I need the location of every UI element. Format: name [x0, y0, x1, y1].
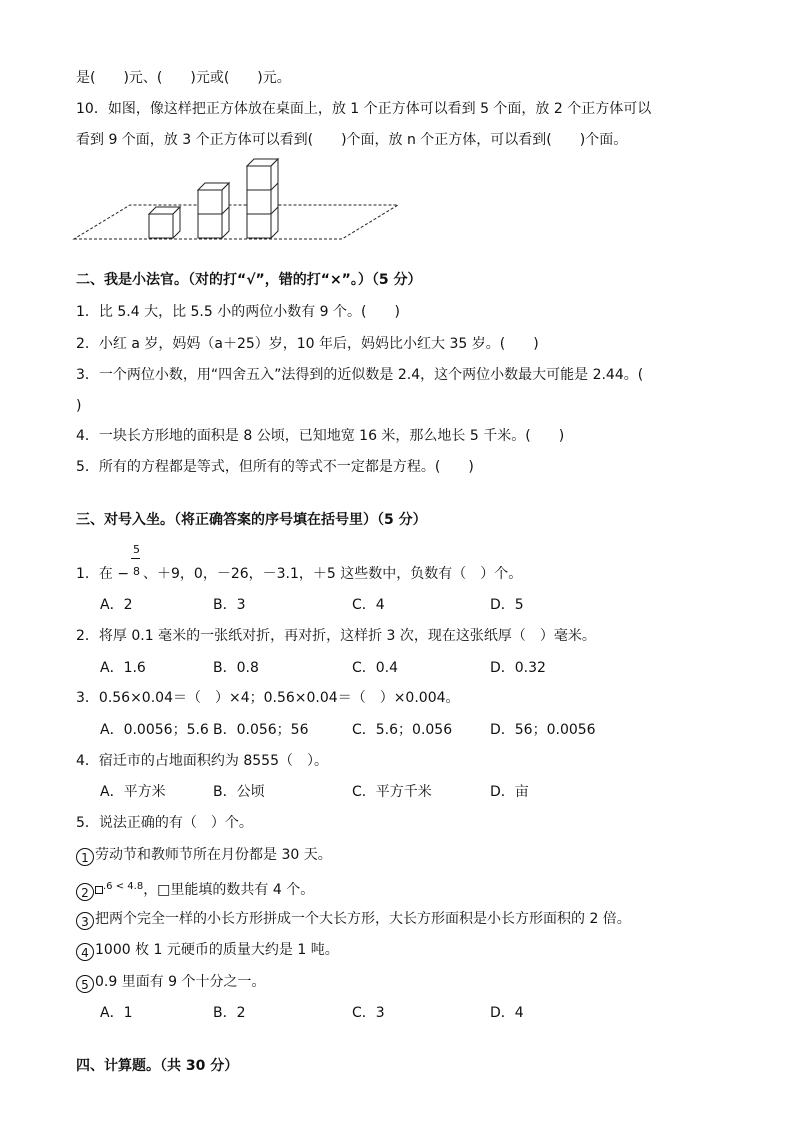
fraction-bar [131, 558, 140, 559]
circled-number-3: 3 [76, 912, 94, 930]
q3-option-c: C．5.6；0.056 [352, 722, 453, 738]
section-2-heading: 二、我是小法官。（对的打“√”，错的打“×”。）（5 分） [76, 272, 422, 288]
circled-number-4: 4 [76, 943, 94, 961]
statement-4-text: 1000 枚 1 元硬币的质量大约是 1 吨。 [95, 942, 339, 958]
judge-item-4: 4．一块长方形地的面积是 8 公顷，已知地宽 16 米，那么地长 5 千米。( ) [76, 428, 565, 444]
choice-q5-text: 5．说法正确的有（ ）个。 [76, 815, 253, 831]
q1-option-b: B．3 [213, 597, 246, 613]
q1-option-a: A．2 [100, 597, 133, 613]
choice-q1-prefix: 1．在 − [76, 566, 130, 582]
section-3-heading: 三、对号入坐。（将正确答案的序号填在括号里）（5 分） [76, 512, 427, 528]
q5-option-c: C．3 [352, 1005, 385, 1021]
judge-item-2: 2．小红 a 岁，妈妈（a＋25）岁，10 年后，妈妈比小红大 35 岁。( ) [76, 336, 539, 352]
blank-box-icon [95, 886, 103, 894]
statement-5 [76, 972, 266, 993]
judge-item-5: 5．所有的方程都是等式，但所有的等式不一定都是方程。( ) [76, 459, 474, 475]
judge-item-1: 1．比 5.4 大，比 5.5 小的两位小数有 9 个。( ) [76, 304, 400, 320]
circled-number-2: 2 [76, 883, 94, 901]
q5-option-d: D．4 [490, 1005, 524, 1021]
statement-3-text: 把两个完全一样的小长方形拼成一个大长方形，大长方形面积是小长方形面积的 2 倍。 [95, 911, 631, 927]
cube-stack-2 [198, 183, 229, 238]
cube-stack-1 [149, 207, 180, 238]
circled-number-1: 1 [76, 848, 94, 866]
q5-option-b: B．2 [213, 1005, 246, 1021]
question-10-line-2: 看到 9 个面，放 3 个正方体可以看到( )个面，放 n 个正方体，可以看到( )个面。 [76, 132, 628, 148]
statement-2 [76, 877, 314, 901]
cube-stack-figure [72, 155, 402, 245]
statement-5-text: 0.9 里面有 9 个十分之一。 [95, 974, 266, 990]
statement-3 [76, 909, 631, 930]
circled-number-5: 5 [76, 975, 94, 993]
cube-stack-3 [247, 159, 278, 238]
choice-q2-text: 2．将厚 0.1 毫米的一张纸对折，再对折，这样折 3 次，现在这张纸厚（ ）毫米。 [76, 628, 596, 644]
statement-1-text: 劳动节和教师节所在月份都是 30 天。 [95, 847, 332, 863]
fraction-denominator: 8 [133, 565, 140, 578]
statement-4 [76, 940, 339, 961]
statement-1 [76, 845, 332, 866]
section-4-heading: 四、计算题。（共 30 分） [76, 1058, 239, 1074]
q2-option-b: B．0.8 [213, 660, 259, 676]
q2-option-c: C．0.4 [352, 660, 399, 676]
q3-option-b: B．0.056；56 [213, 722, 309, 738]
statement-2-inequality: .6 < 4.8 [103, 881, 144, 892]
judge-item-3: 3．一个两位小数，用“四舍五入”法得到的近似数是 2.4，这个两位小数最大可能是 2.44。( [76, 367, 644, 383]
statement-2-text: ，□里能填的数共有 4 个。 [143, 882, 315, 898]
table-surface [74, 205, 398, 239]
q5-option-a: A．1 [100, 1005, 133, 1021]
choice-q4-text: 4．宿迁市的占地面积约为 8555（ ）。 [76, 753, 328, 769]
q2-option-d: D．0.32 [490, 660, 546, 676]
judge-item-3-cont: ) [76, 398, 82, 414]
q3-option-a: A．0.0056；5.6 [100, 722, 209, 738]
q2-option-a: A．1.6 [100, 660, 146, 676]
fraction-numerator: 5 [133, 543, 140, 556]
question-10-line-1: 10．如图，像这样把正方体放在桌面上，放 1 个正方体可以看到 5 个面，放 2 个正方体可以 [76, 101, 652, 117]
q4-option-d: D．亩 [490, 784, 529, 800]
choice-q3-text: 3．0.56×0.04＝（ ）×4；0.56×0.04＝（ ）×0.004。 [76, 690, 460, 706]
q1-option-c: C．4 [352, 597, 385, 613]
q4-option-a: A．平方米 [100, 784, 166, 800]
text-line-prices: 是( )元、( )元或( )元。 [76, 70, 291, 86]
q4-option-b: B．公顷 [213, 784, 265, 800]
q4-option-c: C．平方千米 [352, 784, 432, 800]
q3-option-d: D．56；0.0056 [490, 722, 596, 738]
choice-q1-text: 、＋9，0，－26，－3.1，＋5 这些数中，负数有（ ）个。 [143, 566, 523, 582]
q1-option-d: D．5 [490, 597, 524, 613]
